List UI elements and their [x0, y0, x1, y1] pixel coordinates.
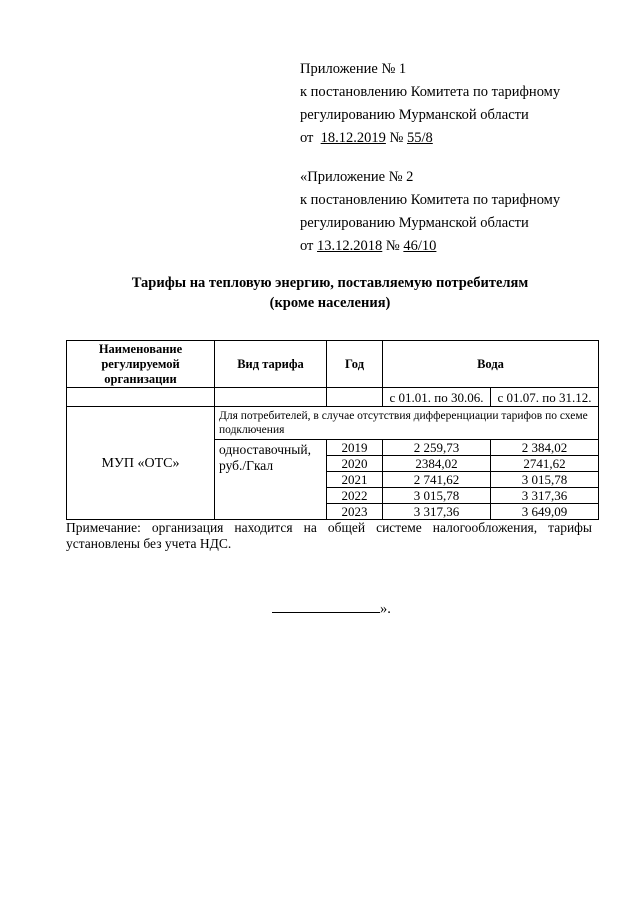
appendix-2-date: 13.12.2018: [317, 238, 383, 254]
value-h1: 2 741,62: [383, 472, 491, 488]
blank-underline: [272, 598, 380, 613]
value-h1: 3 015,78: [383, 488, 491, 504]
value-h2: 2741,62: [491, 456, 599, 472]
appendix-1-number: 55/8: [407, 130, 433, 146]
organization-cell: МУП «ОТС»: [67, 407, 215, 520]
appendix-1-header: [300, 58, 560, 150]
appendix-2-date-prefix: от: [300, 238, 318, 254]
year-cell: 2023: [327, 504, 383, 520]
value-h2: 2 384,02: [491, 440, 599, 456]
tariff-table: [66, 340, 599, 520]
period-h1: с 01.01. по 30.06.: [383, 388, 491, 407]
header-org: Наименование регулируемой организации: [67, 341, 215, 388]
year-cell: 2019: [327, 440, 383, 456]
value-h1: 2384,02: [383, 456, 491, 472]
document-title-line1: Тарифы на тепловую энергию, поставляемую потребителям: [131, 275, 529, 291]
note-line1: Примечание: организация находится на общей системе налогообложения, тарифы: [66, 520, 592, 535]
year-cell: 2020: [327, 456, 383, 472]
appendix-2-line3: регулированию Мурманской области: [300, 215, 529, 231]
appendix-2-title: «Приложение № 2: [300, 169, 414, 185]
empty-cell: [327, 388, 383, 407]
year-cell: 2021: [327, 472, 383, 488]
header-water: Вода: [383, 341, 599, 388]
empty-cell: [215, 388, 327, 407]
value-h2: 3 649,09: [491, 504, 599, 520]
note: [66, 520, 592, 552]
year-cell: 2022: [327, 488, 383, 504]
appendix-2-header: [300, 166, 560, 258]
value-h1: 3 317,36: [383, 504, 491, 520]
appendix-1-line2: к постановлению Комитета по тарифному: [300, 84, 561, 100]
table-row: [67, 407, 599, 440]
empty-cell: [67, 388, 215, 407]
appendix-2-number: 46/10: [403, 238, 437, 254]
table-period-row: [67, 388, 599, 407]
value-h1: 2 259,73: [383, 440, 491, 456]
consumer-note: Для потребителей, в случае отсутствия дифференциации тарифов по схеме подключения: [215, 407, 599, 440]
appendix-1-number-prefix: №: [385, 130, 407, 146]
note-line2: установлены без учета НДС.: [66, 536, 232, 551]
appendix-2-line2: к постановлению Комитета по тарифному: [300, 192, 561, 208]
document-title: [70, 273, 590, 313]
appendix-2-number-prefix: №: [382, 238, 404, 254]
value-h2: 3 015,78: [491, 472, 599, 488]
appendix-1-line3: регулированию Мурманской области: [300, 107, 529, 123]
header-tariff-type: Вид тарифа: [215, 341, 327, 388]
table-header-row: [67, 341, 599, 388]
header-year: Год: [327, 341, 383, 388]
tariff-kind: одноставочный, руб./Гкал: [215, 440, 327, 520]
document-title-line2: (кроме населения): [269, 295, 391, 311]
appendix-1-title: Приложение № 1: [300, 61, 407, 77]
closing-quote: ».: [380, 601, 391, 617]
appendix-1-date-line: [300, 127, 560, 150]
appendix-2-date-line: [300, 235, 560, 258]
appendix-1-date-prefix: от: [300, 130, 321, 146]
period-h2: с 01.07. по 31.12.: [491, 388, 599, 407]
appendix-1-date: 18.12.2019: [320, 130, 386, 146]
closing-line: [272, 598, 391, 618]
value-h2: 3 317,36: [491, 488, 599, 504]
